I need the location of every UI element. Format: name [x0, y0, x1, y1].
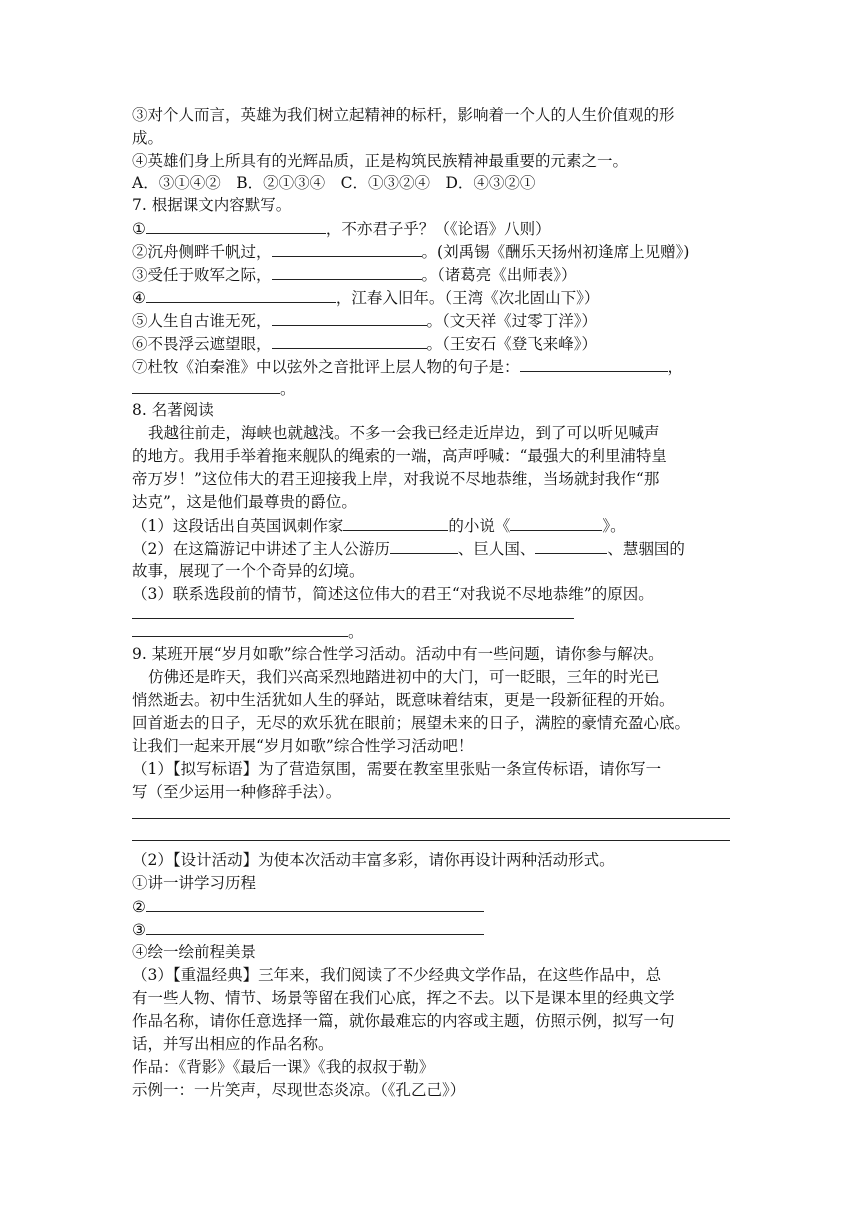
q7-line3-suffix: 。（诸葛亮《出师表》）: [421, 266, 577, 284]
q7-line2: [132, 240, 689, 262]
q8-answer-line1[interactable]: [132, 618, 574, 619]
q7-line1: [132, 217, 551, 239]
q7-line4-suffix: ，江春入旧年。（王湾《次北固山下》）: [335, 289, 600, 307]
q7-blank-5[interactable]: [272, 309, 427, 326]
q7-line2-prefix: ②沉舟侧畔千帆过，: [132, 243, 272, 261]
q8-blank-country1[interactable]: [390, 537, 458, 554]
q9-sub2-item1: ①讲一讲学习历程: [132, 874, 257, 892]
q6-item3-line1: ③对个人而言，英雄为我们树立起精神的标杆，影响着一个人的人生价值观的形: [132, 106, 675, 124]
q8-sub2-c: 、慧骃国的: [607, 540, 685, 558]
q8-sub2-b: 、巨人国、: [457, 540, 536, 558]
q8-passage-line1: 我越往前走，海峡也就越浅。不多一会我已经走近岸边，到了可以听见喊声: [148, 424, 660, 442]
q9-intro-line1: 仿佛还是昨天，我们兴高采烈地踏进初中的大门，可一眨眼，三年的时光已: [148, 668, 660, 686]
q9-blank-activity1[interactable]: [146, 895, 484, 912]
q9-intro-line2: 悄然逝去。初中生活犹如人生的驿站，既意味着结束，更是一段新征程的开始。: [132, 691, 675, 709]
q9-blank-activity2[interactable]: [146, 918, 484, 935]
q9-sub2-item2: [132, 895, 484, 917]
q7-line3-prefix: ③受任于败军之际，: [132, 266, 272, 284]
q8-blank-novel[interactable]: [510, 514, 602, 531]
q8-passage-line3: 帝万岁！”这位伟大的君王迎接我上岸，对我说不尽地恭维，当场就封我作“那: [132, 470, 660, 488]
q9-sub2-heading: （2）【设计活动】为使本次活动丰富多彩，请你再设计两种活动形式。: [132, 851, 615, 869]
q7-line4-prefix: ④: [132, 289, 146, 307]
q8-answer-line2: [132, 620, 364, 642]
q9-sub2-item4: ④绘一绘前程美景: [132, 943, 257, 961]
q9-example: 示例一：一片笑声，尽现世态炎凉。（《孔乙己》）: [132, 1081, 466, 1099]
q8-blank-author[interactable]: [343, 514, 448, 531]
q7-line5-prefix: ⑤人生自古谁无死，: [132, 312, 272, 330]
q8-heading: 8. 名著阅读: [132, 401, 214, 419]
q7-line7-mid: ，: [667, 358, 684, 376]
q7-line7: [132, 355, 683, 377]
q7-line7-prefix: ⑦杜牧《泊秦淮》中以弦外之音批评上层人物的句子是：: [132, 358, 520, 376]
q8-sub2-line2: 故事，展现了一个个奇异的幻境。: [132, 562, 365, 580]
q8-sub1-c: 》。: [602, 517, 626, 535]
q7-blank-6[interactable]: [272, 332, 427, 349]
q8-blank-answer[interactable]: [132, 620, 348, 637]
q7-line1-suffix: ，不亦君子乎？（《论语》八则）: [325, 220, 551, 238]
q9-sub1-line2: 写（至少运用一种修辞手法）。: [132, 783, 342, 801]
q9-sub3-line1: （3）【重温经典】三年来，我们阅读了不少经典文学作品，在这些作品中，总: [132, 966, 662, 984]
q8-sub1: [132, 514, 626, 536]
q7-blank-7b[interactable]: [132, 377, 280, 394]
q7-line6: [132, 332, 597, 354]
q8-sub2-a: （2）在这篇游记中讲述了主人公游历: [132, 540, 390, 558]
q8-passage-line2: 的地方。我用手举着拖来舰队的绳索的一端，高声呼喊：“最强大的利里浦特皇: [132, 447, 667, 465]
q8-sub1-a: （1）这段话出自英国讽刺作家: [132, 517, 344, 535]
q7-line5-suffix: 。（文天祥《过零丁洋》）: [426, 312, 598, 330]
q7-blank-3[interactable]: [272, 263, 422, 280]
q9-sub3-line2: 有一些人物、情节、场景等留在我们心底，挥之不去。以下是课本里的经典文学: [132, 989, 675, 1007]
q7-line5: [132, 309, 597, 331]
q9-sub3-line4: 话，并写出相应的作品名称。: [132, 1035, 334, 1053]
q8-blank-country2[interactable]: [535, 537, 607, 554]
q9-sub2-item2-label: ②: [132, 898, 146, 916]
q8-passage-line4: 达克”，这是他们最尊贵的爵位。: [132, 493, 357, 511]
q7-line3: [132, 263, 577, 285]
q6-item4: ④英雄们身上所具有的光辉品质，正是构筑民族精神最重要的元素之一。: [132, 152, 629, 170]
q7-blank-4[interactable]: [146, 286, 336, 303]
q7-line2-suffix: 。(刘禹锡《酬乐天扬州初逢席上见赠》): [421, 243, 690, 261]
q9-heading: 9. 某班开展“岁月如歌”综合性学习活动。活动中有一些问题，请你参与解决。: [132, 645, 664, 663]
q9-works: 作品：《背影》《最后一课》《我的叔叔于勒》: [132, 1058, 435, 1076]
q7-heading: 7. 根据课文内容默写。: [132, 196, 292, 214]
q9-sub2-item3: [132, 918, 484, 940]
q7-blank-1[interactable]: [146, 217, 326, 234]
q9-sub2-item3-label: ③: [132, 921, 146, 939]
q9-sub1-line1: （1）【拟写标语】为了营造氛围，需要在教室里张贴一条宣传标语，请你写一: [132, 760, 662, 778]
q7-blank-2[interactable]: [272, 240, 422, 257]
q7-line1-prefix: ①: [132, 220, 146, 238]
q7-blank-7a[interactable]: [520, 355, 668, 372]
q7-line7-end: 。: [280, 380, 296, 398]
q6-choices: A．③①④② B．②①③④ C．①③②④ D．④③②①: [132, 174, 536, 192]
q7-line7-cont: [132, 377, 296, 399]
q8-sub3: （3）联系选段前的情节，简述这位伟大的君王“对我说不尽地恭维”的原因。: [132, 585, 654, 603]
q8-sub1-b: 的小说《: [448, 517, 511, 535]
q7-line6-prefix: ⑥不畏浮云遮望眼，: [132, 335, 272, 353]
q7-line6-suffix: 。（王安石《登飞来峰》）: [426, 335, 598, 353]
q8-sub2: [132, 537, 685, 559]
q9-intro-line4: 让我们一起来开展“岁月如歌”综合性学习活动吧！: [132, 737, 474, 755]
q9-intro-line3: 回首逝去的日子，无尽的欢乐犹在眼前；展望未来的日子，满腔的豪情充盈心底。: [132, 714, 691, 732]
q9-slogan-line1[interactable]: [132, 818, 730, 819]
q8-sub3-end: 。: [348, 623, 364, 641]
q9-sub3-line3: 作品名称，请你任意选择一篇，就你最难忘的内容或主题，仿照示例，拟写一句: [132, 1012, 675, 1030]
q7-line4: [132, 286, 599, 308]
q6-item3-line2: 成。: [132, 129, 164, 147]
q9-slogan-line2[interactable]: [132, 840, 730, 841]
